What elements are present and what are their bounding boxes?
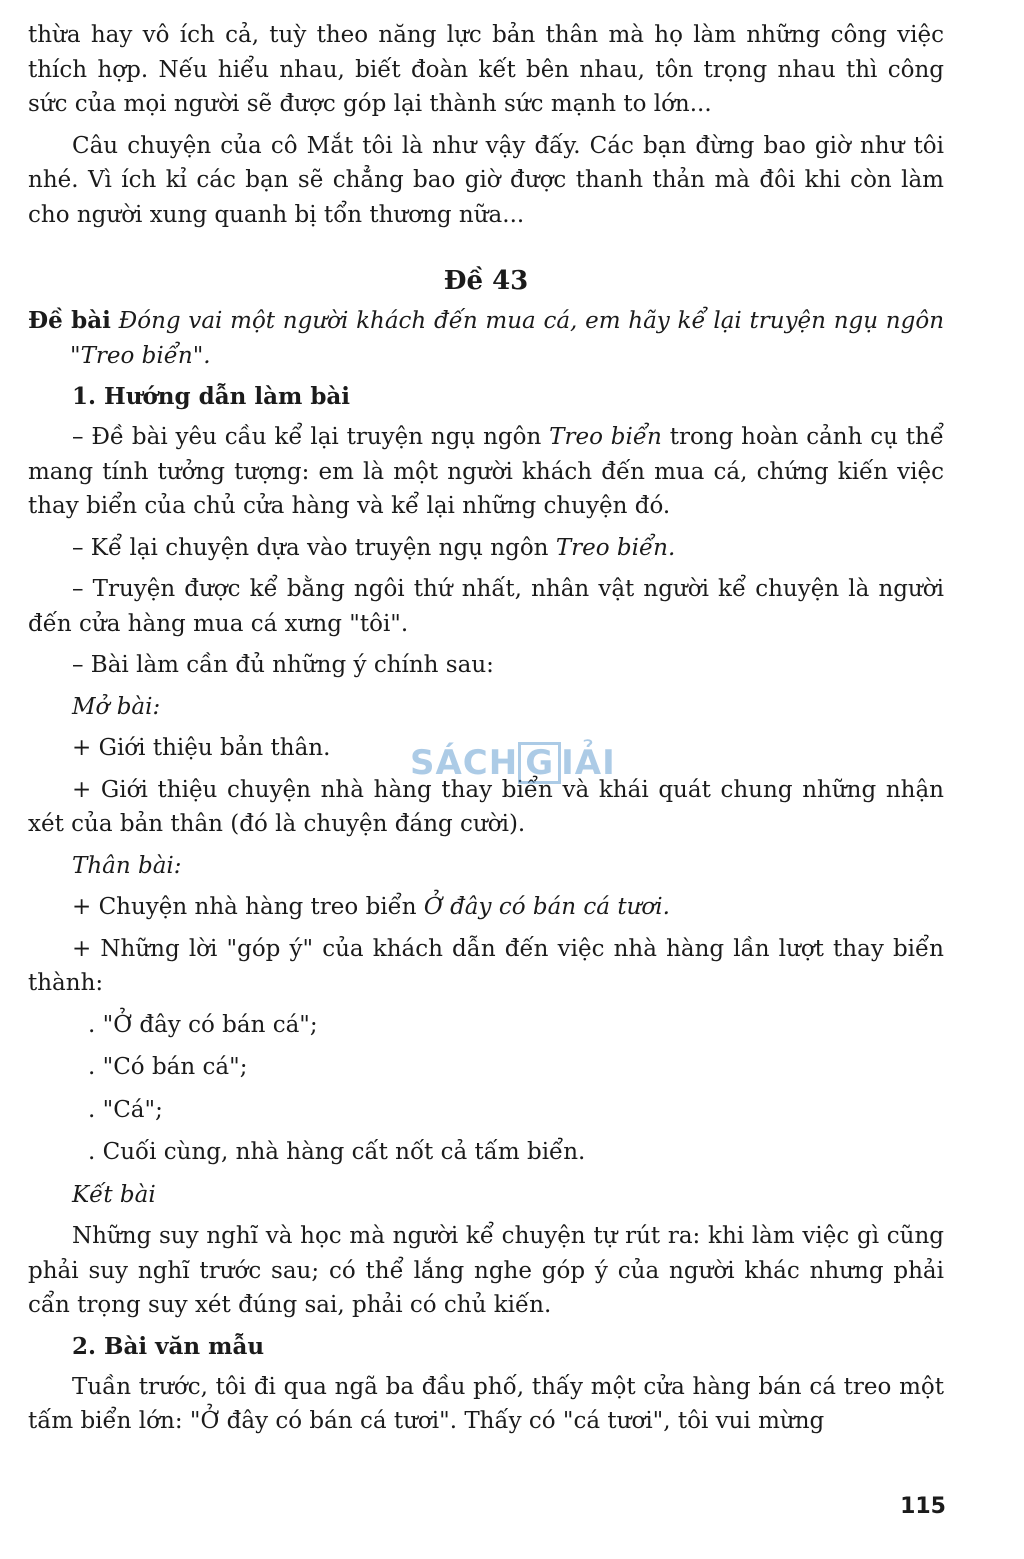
intro-paragraph-2: Câu chuyện của cô Mắt tôi là như vậy đấy. Các bạn đừng bao giờ như tôi nhé. Vì ích kỉ các bạn sẽ chẳng bao giờ được thanh thản mà đôi khi còn làm cho người xung quanh bị tổn thương nữa... [28, 132, 944, 228]
guide-p1-text-a: – Đề bài yêu cầu kể lại truyện ngụ ngôn [72, 424, 550, 450]
watermark-right: IẢI [561, 743, 616, 783]
ket-bai-text: Những suy nghĩ và học mà người kể chuyện tự rút ra: khi làm việc gì cũng phải suy nghĩ trước sau; có thể lắng nghe góp ý của người khác nhưng phải cẩn trọng suy xét đúng sai, phải có chủ kiến. [28, 1223, 944, 1318]
mo-bai-label: Mở bài: [72, 693, 161, 720]
guide-p1-text-b: trong hoàn cảnh cụ thể mang tính tưởng tượng: em là một người khách đến mua cá, chứng kiến việc thay biển của chủ cửa hàng và kể lại những chuyện đó. [28, 424, 944, 519]
exercise-title: Đề 43 [443, 266, 529, 296]
section-1-title: 1. Hướng dẫn làm bài [72, 383, 351, 410]
watermark-left: SÁCH [410, 743, 519, 783]
sample-essay-text: Tuần trước, tôi đi qua ngã ba đầu phố, thấy một cửa hàng bán cá treo một tấm biển lớn: "Ở đây có bán cá tươi". Thấy có "cá tươi", tôi vui mừng [28, 1373, 944, 1434]
sign-bullet-1: . "Ở đây có bán cá"; [88, 1011, 318, 1038]
prompt-paragraph [28, 304, 944, 373]
than-bai-item-1-text: + Chuyện nhà hàng treo biển [72, 894, 424, 920]
ket-bai-label: Kết bài [72, 1181, 156, 1208]
mo-bai-item-2: + Giới thiệu chuyện nhà hàng thay biển và khái quát chung những nhận xét của bản thân (đó là chuyện đáng cười). [28, 776, 944, 837]
than-bai-label: Thân bài: [72, 852, 182, 879]
mo-bai-item-1: + Giới thiệu bản thân. [72, 735, 331, 761]
guide-paragraph-1 [28, 420, 944, 524]
watermark-logo [410, 742, 616, 784]
guide-paragraph-2 [28, 531, 944, 566]
guide-paragraph-3: – Truyện được kể bằng ngôi thứ nhất, nhân vật người kể chuyện là người đến cửa hàng mua cá xưng "tôi". [28, 576, 944, 637]
page-number: 115 [900, 1494, 946, 1519]
prompt-label: Đề bài [28, 307, 111, 334]
page-body [28, 18, 944, 1446]
than-bai-item-1-italic: Ở đây có bán cá tươi. [423, 894, 670, 920]
guide-paragraph-4: – Bài làm cần đủ những ý chính sau: [72, 652, 494, 678]
than-bai-item-2: + Những lời "góp ý" của khách dẫn đến việc nhà hàng lần lượt thay biển thành: [28, 935, 944, 996]
sign-bullet-4: . Cuối cùng, nhà hàng cất nốt cả tấm biển. [88, 1139, 586, 1165]
prompt-text: Đóng vai một người khách đến mua cá, em hãy kể lại truyện ngụ ngôn "Treo biển". [70, 308, 945, 369]
intro-paragraph-1: thừa hay vô ích cả, tuỳ theo năng lực bản thân mà họ làm những công việc thích hợp. Nếu hiểu nhau, biết đoàn kết bên nhau, tôn trọng nhau thì công sức của mọi người sẽ được góp lại thành sức mạnh to lớn... [28, 22, 944, 117]
guide-p2-text: – Kể lại chuyện dựa vào truyện ngụ ngôn [72, 534, 556, 561]
watermark-box: G [518, 742, 561, 784]
guide-p1-italic: Treo biển [549, 424, 662, 450]
section-2-title: 2. Bài văn mẫu [72, 1332, 265, 1360]
guide-p2-italic: Treo biển. [555, 534, 676, 561]
than-bai-item-1 [28, 890, 944, 925]
sign-bullet-3: . "Cá"; [88, 1096, 163, 1123]
sign-bullet-2: . "Có bán cá"; [88, 1054, 248, 1080]
